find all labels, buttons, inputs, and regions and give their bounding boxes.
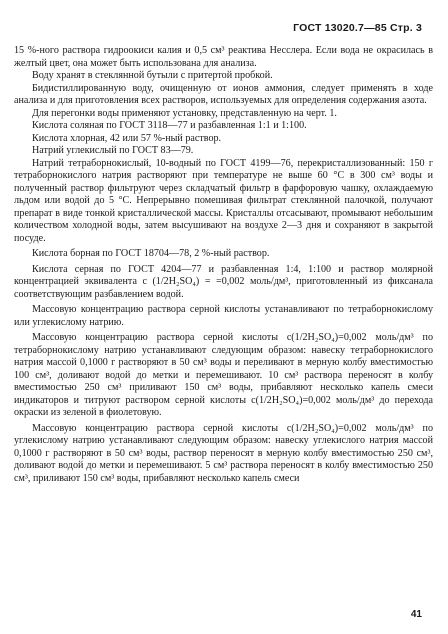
paragraph: Бидистиллированную воду, очищенную от ионов аммония, следует применять в ходе анализа и для приготовления всех растворов, используемых для определения содержания азота. — [14, 82, 433, 106]
paragraph: Массовую концентрацию раствора серной кислоты устанавливают по тетраборнокислому или углекислому натрию. — [14, 304, 433, 328]
paragraph: Кислота серная по ГОСТ 4204—77 и разбавленная 1:4, 1:100 и раствор молярной концентрацией эквивалента c (1/2H₂SO₄) = =0,002 моль/дм³, приготовленный из фиксанала соответствующим разбавлением водой. — [14, 263, 433, 300]
page-header: ГОСТ 13020.7—85 Стр. 3 — [293, 22, 422, 34]
page-number: 41 — [410, 609, 422, 620]
paragraph: Кислота борная по ГОСТ 18704—78, 2 %-ный раствор. — [32, 248, 270, 259]
paragraph: Массовую концентрацию раствора серной кислоты c(1/2H₂SO₄)=0,002 моль/дм³ по углекислому натрию устанавливают следующим образом: навеску углекислого натрия массой 0,1000 г растворяют в 50 см³ воды, раствор переносят в мерную колбу вместимостью 250 см³, доливают водой до метки и перемешивают. 5 см³ раствора переносят в колбу вместимостью 250 см³, приливают 150 см³ воды, прибавляют несколько капель смеси — [14, 422, 433, 484]
paragraph: Натрий углекислый по ГОСТ 83—79. — [32, 145, 194, 156]
paragraph: Кислота хлорная, 42 или 57 %-ный раствор. — [32, 132, 222, 144]
paragraph: Массовую концентрацию раствора серной кислоты c(1/2H₂SO₄)=0,002 моль/дм³ по тетраборнокислому натрию устанавливают следующим образом: навеску тетраборнокислого натрия массой 0,1000 г растворяют в 50 см³ воды и переливают в мерную колбу вместимостью 100 см³, доливают водой до метки и перемешивают. 10 см³ раствора переносят в колбу вместимостью 250 см³ приливают 150 см³ воды, прибавляют несколько капель смеси индикаторов и титруют раствором серной кислоты c(1/2H₂SO₄)=0,002 моль/дм³ до перехода окраски из зеленой в фиолетовую. — [14, 332, 433, 418]
paragraph: Воду хранят в стеклянной бутыли с притертой пробкой. — [32, 70, 273, 81]
paragraph: 15 %-ного раствора гидроокиси калия и 0,5 см³ реактива Несслера. Если вода не окрасилась в желтый цвет, она может быть использована для анализа. — [14, 45, 433, 69]
document-body — [14, 45, 433, 485]
paragraph: Для перегонки воды применяют установку, представленную на черт. 1. — [32, 107, 337, 119]
paragraph: Натрий тетраборнокислый, 10-водный по ГОСТ 4199—76, перекристаллизованный: 150 г тетраборнокислого натрия растворяют при температуре не выше 60 °С в 300 см³ воды и полученный раствор фильтруют через складчатый фильтр в фарфоровую чашку, охлаждаемую льдом или водой до 5 °С. Непрерывно помешивая фильтрат стеклянной палочкой, получают препарат в виде тонкой кристаллической массы. Кристаллы отсасывают, промывают небольшим количеством холодной воды, затем высушивают на воздухе 2—3 дня и сохраняют в закрытой посуде. — [14, 157, 433, 244]
paragraph: Кислота соляная по ГОСТ 3118—77 и разбавленная 1:1 и 1:100. — [32, 120, 307, 131]
